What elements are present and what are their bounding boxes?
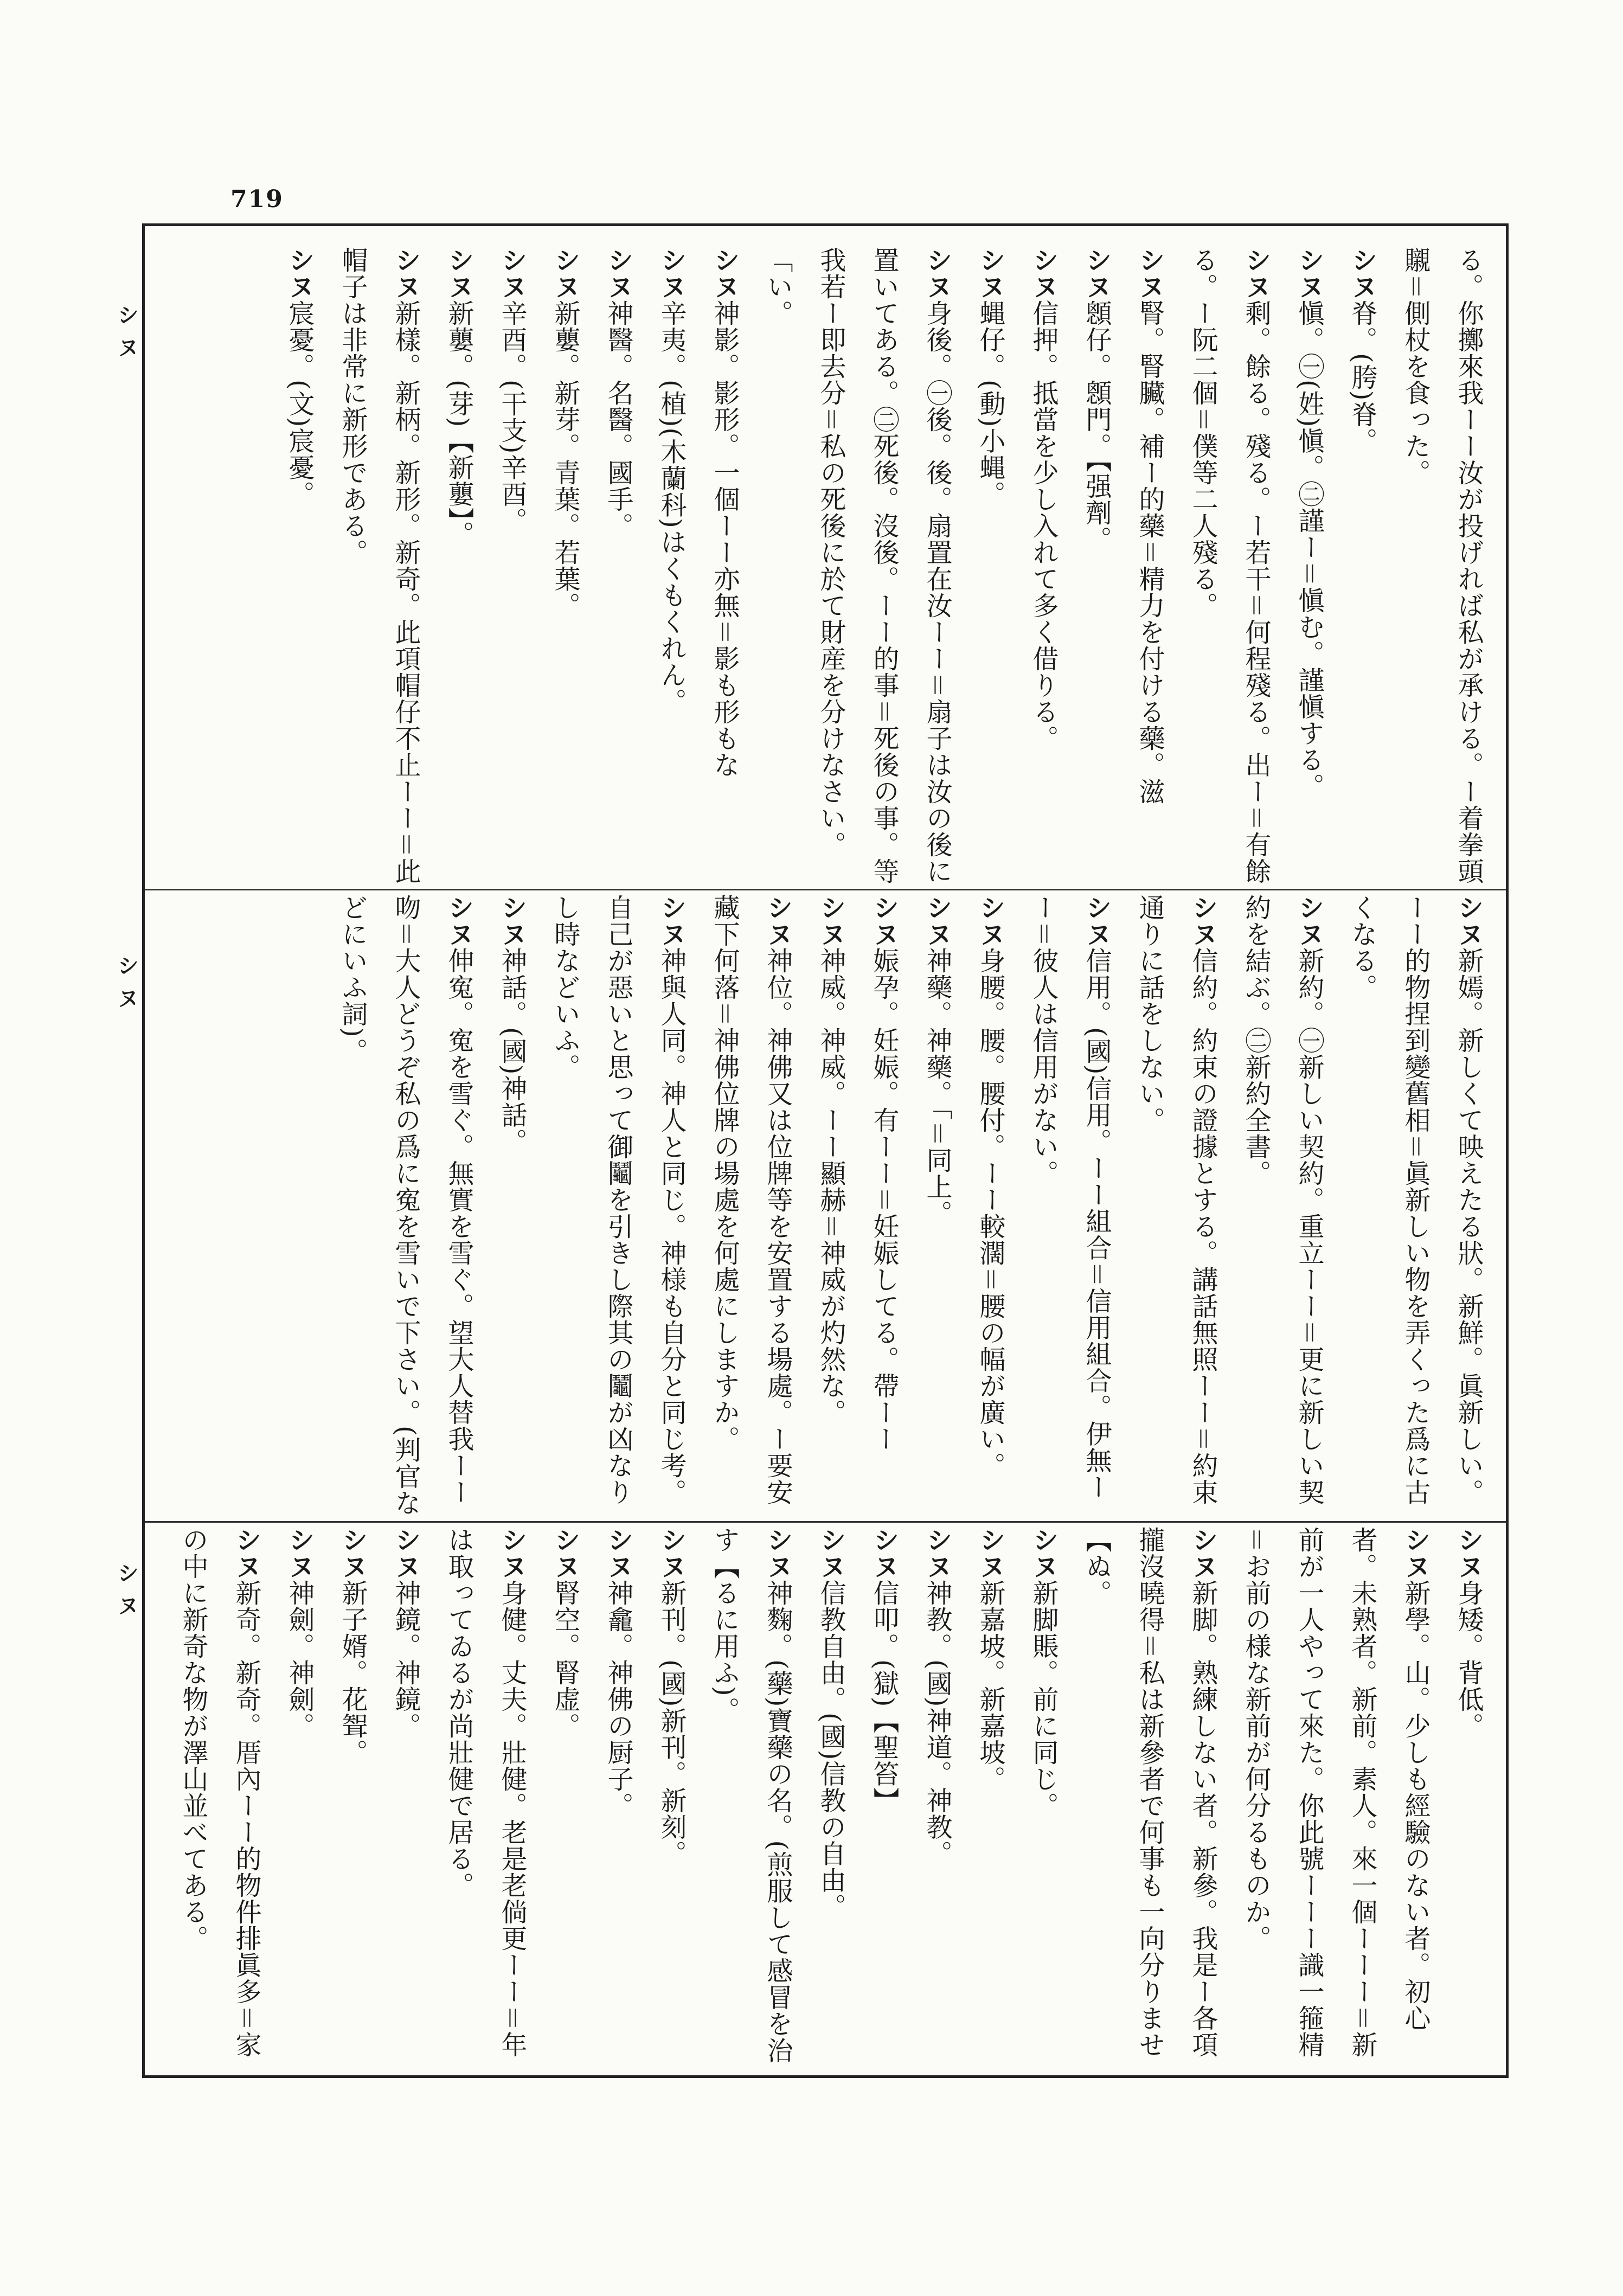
entry-text: 神與人同。神人と同じ。神様も自分と同じ考。自己が惡いと思って御鬮を引きし際其の鬮が凶なりし時などいふ。 <box>550 894 687 1505</box>
entry-head: シヌ <box>922 247 952 300</box>
margin-label-top: シヌ <box>114 304 139 369</box>
entry-text: 顖仔。顖門。【强劑。 <box>1081 300 1112 553</box>
entry-head: シヌ <box>284 247 315 300</box>
entry-text: 身後。㊀後。後。扇置在汝ーー＝扇子は汝の後に置いてある。㊁死後。沒後。ーー的事＝死後の事。等我若ー即去分＝私の死後に於て財産を分けなさい。「い。 <box>762 247 952 885</box>
dictionary-entry <box>1442 1527 1495 2069</box>
dictionary-entry <box>273 247 326 887</box>
dictionary-entry <box>645 247 698 887</box>
entry-head: シヌ <box>284 1527 315 1580</box>
entry-head: シヌ <box>603 1527 633 1580</box>
dictionary-entry <box>1123 247 1176 887</box>
dictionary-entry <box>485 894 538 1518</box>
dictionary-entry <box>857 894 910 1518</box>
entry-text: 身健。丈夫。壯健。老是老倘更ーー＝年は取ってゐるが尚壯健で居る。 <box>444 1527 527 2058</box>
entry-text: 神影。影形。一個ーー亦無＝影も形もな <box>709 300 740 779</box>
entry-head: シヌ <box>497 247 527 300</box>
entry-head: シヌ <box>656 1527 687 1580</box>
entry-head: シヌ <box>709 247 740 300</box>
dictionary-entry <box>698 894 804 1518</box>
dictionary-entry <box>1229 894 1336 1518</box>
entry-text: 剩。餘る。殘る。ー若干＝何程殘る。出ー＝有餘る。ー阮二個＝僕等二人殘る。 <box>1188 247 1271 885</box>
entry-text: 蝿仔。(動)小蝿。 <box>975 300 1005 508</box>
page-number: 719 <box>230 185 284 213</box>
entry-head: シヌ <box>656 247 687 300</box>
entry-text: 神威。神威。ーー顯赫＝神威が灼然な。 <box>816 947 846 1426</box>
band-divider <box>145 1521 1506 1523</box>
entry-text: 新嘉坡。新嘉坡。 <box>975 1580 1005 1792</box>
dictionary-band-bottom <box>156 1527 1495 2069</box>
dictionary-entry <box>857 1527 910 2069</box>
entry-text: 娠孕。妊娠。有ーー＝妊娠してる。帶ーー <box>869 947 899 1453</box>
entry-head: シヌ <box>1188 1527 1218 1580</box>
entry-text: 神劍。神劍。 <box>284 1580 315 1739</box>
entry-head: シヌ <box>922 894 952 947</box>
dictionary-band-top <box>156 247 1495 887</box>
dictionary-entry <box>698 247 751 887</box>
entry-text: 神麴。(藥)寶藥の名。(煎服して感冒を治す【るに用ふ)。 <box>709 1527 793 2064</box>
entry-text: 辛夷。(植)(木蘭科)はくもくれん。 <box>656 300 687 715</box>
dictionary-entry <box>964 247 1017 887</box>
entry-head: シヌ <box>1400 1527 1430 1580</box>
entry-head: シヌ <box>1294 894 1324 947</box>
entry-text: 身矮。背低。 <box>1453 1580 1484 1739</box>
entry-head: シヌ <box>762 1527 793 1580</box>
dictionary-entry <box>273 1527 326 2069</box>
dictionary-entry <box>592 1527 645 2069</box>
entry-head: シヌ <box>1347 247 1377 300</box>
dictionary-entry <box>964 894 1017 1518</box>
entry-head: シヌ <box>497 1527 527 1580</box>
dictionary-entry <box>964 1527 1017 2069</box>
dictionary-entry <box>645 1527 698 2069</box>
dictionary-frame <box>142 223 1509 2078</box>
entry-head: シヌ <box>1028 247 1059 300</box>
dictionary-entry <box>432 247 485 887</box>
entry-head: シヌ <box>762 894 793 947</box>
dictionary-entry <box>432 1527 538 2069</box>
entry-text: 新樣。新柄。新形。新奇。此項帽仔不止ーー＝此帽子は非常に新形である。 <box>337 247 421 885</box>
dictionary-entry <box>592 247 645 887</box>
dictionary-entry <box>1017 894 1123 1518</box>
entry-head: シヌ <box>390 1527 421 1580</box>
dictionary-entry <box>1336 247 1389 887</box>
entry-text: 新蘡。(芽)【新蘡】。 <box>444 300 474 548</box>
dictionary-entry <box>1017 247 1070 887</box>
entry-text: 神龕。神佛の厨子。 <box>603 1580 633 1819</box>
entry-text: 神鏡。神鏡。 <box>390 1580 421 1739</box>
entry-head: シヌ <box>1081 247 1112 300</box>
margin-label-middle: シヌ <box>114 954 139 1019</box>
entry-head: シヌ <box>1134 247 1165 300</box>
dictionary-entry <box>910 894 964 1518</box>
entry-text: 新脚賬。前に同じ。 <box>1028 1580 1059 1819</box>
entry-head: シヌ <box>869 894 899 947</box>
entry-head: シヌ <box>975 1527 1005 1580</box>
dictionary-entry <box>485 247 538 887</box>
dictionary-entry <box>538 1527 592 2069</box>
entry-text: 伸寃。寃を雪ぐ。無實を雪ぐ。望大人替我ーー吻＝大人どうぞ私の爲に寃を雪いで下さい。(判官などにいふ詞)。 <box>337 894 474 1516</box>
dictionary-entry <box>1176 247 1282 887</box>
entry-head: シヌ <box>1453 894 1484 947</box>
entry-text: 神話。(國)神話。 <box>497 947 527 1155</box>
entry-head: シヌ <box>337 1527 368 1580</box>
band-divider <box>145 889 1506 890</box>
entry-text: 新嫣。新しくて映えたる狀。新鮮。眞新しい。ーー的物捏到變舊相＝眞新しい物を弄くった爲に古くなる。 <box>1347 894 1484 1506</box>
dictionary-entry <box>538 247 592 887</box>
entry-text: 神教。(國)神道。神教。 <box>922 1580 952 1867</box>
dictionary-entry <box>1282 247 1336 887</box>
entry-text: 信教自由。(國)信教の自由。 <box>816 1580 846 1920</box>
entry-head: シヌ <box>922 1527 952 1580</box>
dictionary-entry <box>1017 1527 1070 2069</box>
dictionary-entry <box>1123 894 1229 1518</box>
entry-head: シヌ <box>656 894 687 947</box>
entry-text: 新蘡。新芽。青葉。若葉。 <box>550 300 580 619</box>
dictionary-entry <box>1336 894 1495 1518</box>
entry-text: 腎空。腎虚。 <box>550 1580 580 1739</box>
entry-head: シヌ <box>1028 1527 1059 1580</box>
entry-head: シヌ <box>975 894 1005 947</box>
entry-head: シヌ <box>975 247 1005 300</box>
dictionary-entry <box>326 894 485 1518</box>
entry-head: シヌ <box>1188 894 1218 947</box>
dictionary-entry <box>751 247 964 887</box>
entry-head: シヌ <box>1294 247 1324 300</box>
dictionary-entry <box>1070 247 1123 887</box>
entry-text: 脊。(胯)脊。 <box>1347 300 1377 454</box>
entry-text: 信叩。(獄)【聖笞】 <box>869 1580 899 1814</box>
dictionary-entry <box>804 1527 857 2069</box>
entry-text: 新約。㊀新しい契約。重立ーー＝更に新しい契約を結ぶ。㊁新約全書。 <box>1241 894 1324 1506</box>
entry-text: 腎。腎臟。補ー的藥＝精力を付ける藥。滋 <box>1134 300 1165 805</box>
entry-text: 神藥。神藥。「＝同上。 <box>922 947 952 1227</box>
dictionary-entry <box>1229 1527 1442 2069</box>
entry-text: 身腰。腰。腰付。ーー較濶＝腰の幅が廣い。 <box>975 947 1005 1479</box>
entry-head: シヌ <box>1241 247 1271 300</box>
dictionary-entry <box>379 1527 432 2069</box>
entry-head: シヌ <box>444 247 474 300</box>
entry-head: シヌ <box>231 1527 261 1580</box>
entry-head: シヌ <box>444 894 474 947</box>
entry-text: 宸憂。(文)宸憂。 <box>284 300 315 508</box>
dictionary-entry <box>1389 247 1495 887</box>
dictionary-entry <box>326 1527 379 2069</box>
entry-text: 愼。㊀(姓)愼。㊁謹ー＝愼む。謹愼する。 <box>1294 300 1324 800</box>
dictionary-entry <box>1070 1527 1229 2069</box>
entry-head: シヌ <box>497 894 527 947</box>
entry-text: 新脚。熟練しない者。新參。我是ー各項攏沒曉得＝私は新參者で何事も一向分りませ【ぬ。 <box>1081 1527 1218 2058</box>
dictionary-entry <box>910 1527 964 2069</box>
entry-text: 辛酉。(干支)辛酉。 <box>497 300 527 534</box>
entry-text: 新子婿。花聟。 <box>337 1580 368 1766</box>
entry-head: シヌ <box>816 894 846 947</box>
entry-text: 新刊。(國)新刊。新刻。 <box>656 1580 687 1867</box>
dictionary-band-middle <box>156 894 1495 1518</box>
entry-text: 信用。(國)信用。ーー組合＝信用組合。伊無ーー＝彼人は信用がない。 <box>1028 894 1112 1500</box>
entry-text: 信押。抵當を少し入れて多く借りる。 <box>1028 300 1059 752</box>
entry-text: る。你擲來我ーー汝が投げれば私が承ける。ー着拳頭䞋＝側杖を食った。 <box>1400 247 1484 884</box>
entry-text: 神醫。名醫。國手。 <box>603 300 633 539</box>
entry-head: シヌ <box>1081 894 1112 947</box>
entry-text: 神位。神佛又は位牌等を安置する場處。ー要安藏下何落＝神佛位牌の場處を何處にしますか。 <box>709 894 793 1505</box>
entry-text: 新學。山。少しも經驗のない者。初心者。未熟者。新前。素人。來一個ーーー＝新前が一人やって來た。你此號ーーー識一箍精＝お前の様な新前が何分るものか。 <box>1241 1527 1430 2058</box>
dictionary-entry <box>804 894 857 1518</box>
entry-text: 新奇。新奇。厝內ーー的物件排眞多＝家の中に新奇な物が澤山並べてある。 <box>178 1527 261 2058</box>
entry-head: シヌ <box>1453 1527 1484 1580</box>
margin-label-bottom: シヌ <box>114 1562 139 1627</box>
entry-head: シヌ <box>816 1527 846 1580</box>
dictionary-entry <box>166 1527 273 2069</box>
entry-head: シヌ <box>869 1527 899 1580</box>
dictionary-entry <box>698 1527 804 2069</box>
entry-head: シヌ <box>390 247 421 300</box>
dictionary-entry <box>538 894 698 1518</box>
entry-text: 信約。約束の證據とする。講話無照ーー＝約束通りに話をしない。 <box>1134 894 1218 1506</box>
dictionary-entry <box>326 247 432 887</box>
entry-head: シヌ <box>603 247 633 300</box>
entry-head: シヌ <box>550 247 580 300</box>
entry-head: シヌ <box>550 1527 580 1580</box>
